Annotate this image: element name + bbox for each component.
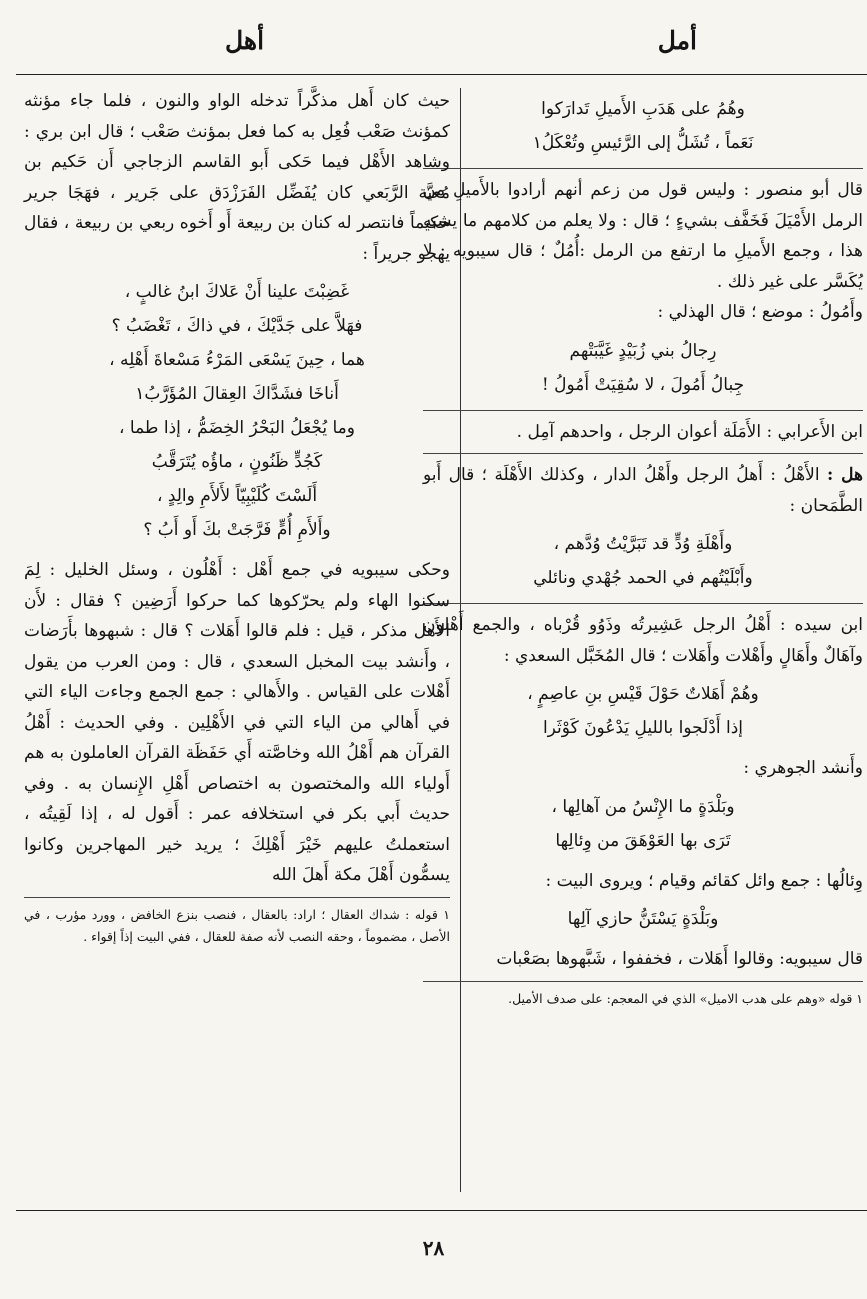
verse-line: غَضِبْتَ علينا أَنْ عَلاكَ ابنُ غالبٍ ، (124, 282, 350, 302)
paragraph: وأَمُولُ : موضع ؛ قال الهذلي : (657, 302, 863, 322)
verse-block (423, 677, 863, 745)
verse-line: وأَهْلَةِ وُدٍّ قد تَبَرَّيْتُ وُدَّهم ، (553, 534, 733, 554)
verse-line: وأَلأَمِ أُمٍّ فَرَّجَتْ بكَ أَو أَبُ ؟ (143, 520, 331, 540)
verse-line: أَلَسْتَ كُلَيْبِيّاً لأَلأَمِ والِدٍ ، (156, 486, 318, 506)
paragraph: قال أبو منصور : وليس قول من زعم أنهم أرادوا بالأَميلِ من الرمل الأَمْيَلَ فَخَفَّف بشيءٍ ؛ قال : ولا يعلم من كلامهم ما يشبه هذا ، وجمع الأَميلِ ما ارتفع من الرمل :أُمُلٌ ؛ قال سيبويه : لا يُكَسَّر على غير ذلك . (423, 180, 863, 292)
entry-text: الأَهْلُ : أَهلُ الرجل وأَهْلُ الدار ، وكذلك الأَهْلَة ؛ قال أَبو الطَّمَحان : (423, 465, 863, 516)
right-column (423, 86, 863, 1010)
footnote: ١ قوله «وهم على هدب الاميل» الذي في المعجم: على صدف الأميل. (508, 990, 863, 1006)
verse-line: أَناخَا فشَدَّاكَ العِقالَ المُؤَرَّبُ١ (135, 384, 339, 404)
verse-line: نَعَماً ، تُشَلُّ إلى الرَّئيسِ وتُعْكَلُ١ (532, 133, 754, 153)
verse-line: فهَلاَّ على جَدَّيْكَ ، في ذاكَ ، تَغْضَبُ ؟ (111, 316, 363, 336)
footnote: ١ قوله : شداك العقال ؛ اراد: بالعقال ، فنصب بنزع الخافض ، وورد مؤرب ، في الأصل ، مضموماً ، وحقه النصب لأنه صفة للعقال ، ففي البيت إذاً إقواء . (24, 906, 450, 944)
paragraph: ابن الأَعرابي : الأَمَلَة أعوان الرجل ، واحدهم آمِل . (516, 421, 863, 442)
verse-line: وما يُجْعَلُ البَحْرُ الخِضَمُّ ، إذا طما ، (119, 418, 355, 438)
verse-block (24, 275, 450, 547)
paragraph: ابن سيده : أَهْلُ الرجل عَشِيرتُه وذَوُو قُرْباه ، والجمع أَهْلون وآهَالٌ وأَهَالٍ وأَهْلات وأَهَلات ؛ قال المُخَبَّل السعدي : (423, 615, 863, 666)
running-header-left: أهل (225, 26, 265, 55)
paragraph: وأَنشد الجوهري : (743, 758, 863, 778)
running-header-right: أمل (657, 26, 697, 55)
verse-line: كَجُدٍّ ظَنُونٍ ، ماؤُه يُتَرَقَّبُ (151, 452, 323, 472)
verse-block (423, 334, 863, 402)
verse-block (423, 527, 863, 595)
section-separator (423, 410, 863, 411)
entry-headword: هل : (826, 465, 863, 485)
footnote-separator (423, 981, 863, 982)
verse-block (423, 790, 863, 858)
section-separator (423, 453, 863, 454)
verse-line: وبَلْدَةٍ ما الإِنْسُ من آهالِها ، (551, 796, 735, 817)
paragraph: قال سيبويه: وقالوا أَهَلات ، فخففوا ، شَبَّهوها بصَعْبات (496, 949, 863, 969)
verse-line: وهُمُ على هَدَبِ الأَميلِ تَدارَكوا (541, 99, 745, 119)
entry-paragraph (423, 460, 863, 521)
verse-line: تَرَى بها العَوْهَقَ من وِئالِها (555, 830, 731, 851)
paragraph: وِئالُها : جمع وائل كقائم وقيام ؛ ويروى البيت : (545, 870, 863, 891)
verse-block (423, 92, 863, 160)
footer-rule (16, 1210, 867, 1211)
paragraph: حيث كان أَهل مذكَّراً تدخله الواو والنون ، فلما جاء مؤنثه كمؤنث صَعْب فُعِل به كما فعل بمؤنث صَعْب ؛ قال ابن بري : وشاهد الأَهْل فيما حَكى أَبو القاسم الزجاجي أَن حَكيم بن مُعيَّة الرَّبَعي كان يُفَضِّل الفَرَزْدَق على جَرير ، فهَجَا جرير حكيماً فانتصر له كنان بن ربيعة أَو أَخوه ربعي بن ربيعة ، فقال يهجو جريراً : (24, 91, 450, 264)
header-rule (16, 74, 867, 75)
section-separator (423, 168, 863, 169)
verse-line: وهُمْ أَهَلاتٌ حَوْلَ قَيْسِ بنِ عاصِمٍ ، (527, 684, 759, 704)
paragraph: وحكى سيبويه في جمع أَهْل : أَهْلُون ، وسئل الخليل : لِمَ سكنوا الهاء ولم يحرّكوها كما حركوا أَرَضِين ؟ فقال : لأَن الأَهل مذكر ، قيل : فلم قالوا أَهَلات ؟ قال : شبهوها بأَرَضات ، وأَنشد بيت المخبل السعدي ، قال : ومن العرب من يقول أَهْلات على القياس . والأَهالي : جمع الجمع وجاءت الياء التي في أَهالي من الياء التي في الأَهْلِين . وفي الحديث : أَهْلُ القرآن هم أَهْلُ الله وخاصَّته أَي حَفَظَة القرآن العاملون به هم أَولياء الله والمختصون به اختصاص أَهْلِ الإِنسان به . وفي حديث أَبي بكر في استخلافه عمر : أَقول له ، إذا لَقِيتُه ، استعملتُ عليهم خَيْرَ أَهْلِكَ ؛ يريد خير المهاجرين وكانوا يسمُّون أَهْلَ مكة أَهلَ الله (24, 560, 450, 885)
footnote-separator (24, 897, 450, 898)
verse-line: رِجالُ بني زُبَيْدٍ غَيَّبَتْهم (569, 340, 717, 361)
verse-line: وأَبْلَيْتُهم في الحمد جُهْدي ونائلي (533, 568, 753, 588)
verse-block (423, 902, 863, 936)
section-separator (423, 603, 863, 604)
verse-line: جِبالُ أَمُولَ ، لا سُقِيَتْ أَمُولُ ! (541, 374, 745, 395)
left-column (24, 86, 450, 948)
verse-line: وبَلْدَةٍ يَسْتَنُّ حازي آلِها (567, 909, 719, 929)
page-number: ٢٨ (422, 1236, 445, 1260)
verse-line: إذا أَدْلَجوا بالليلِ يَدْعُونَ كَوْثَرا (542, 718, 744, 738)
verse-line: هما ، حِينَ يَسْعَى المَرْءُ مَسْعاةَ أَهْلِه ، (109, 350, 365, 370)
